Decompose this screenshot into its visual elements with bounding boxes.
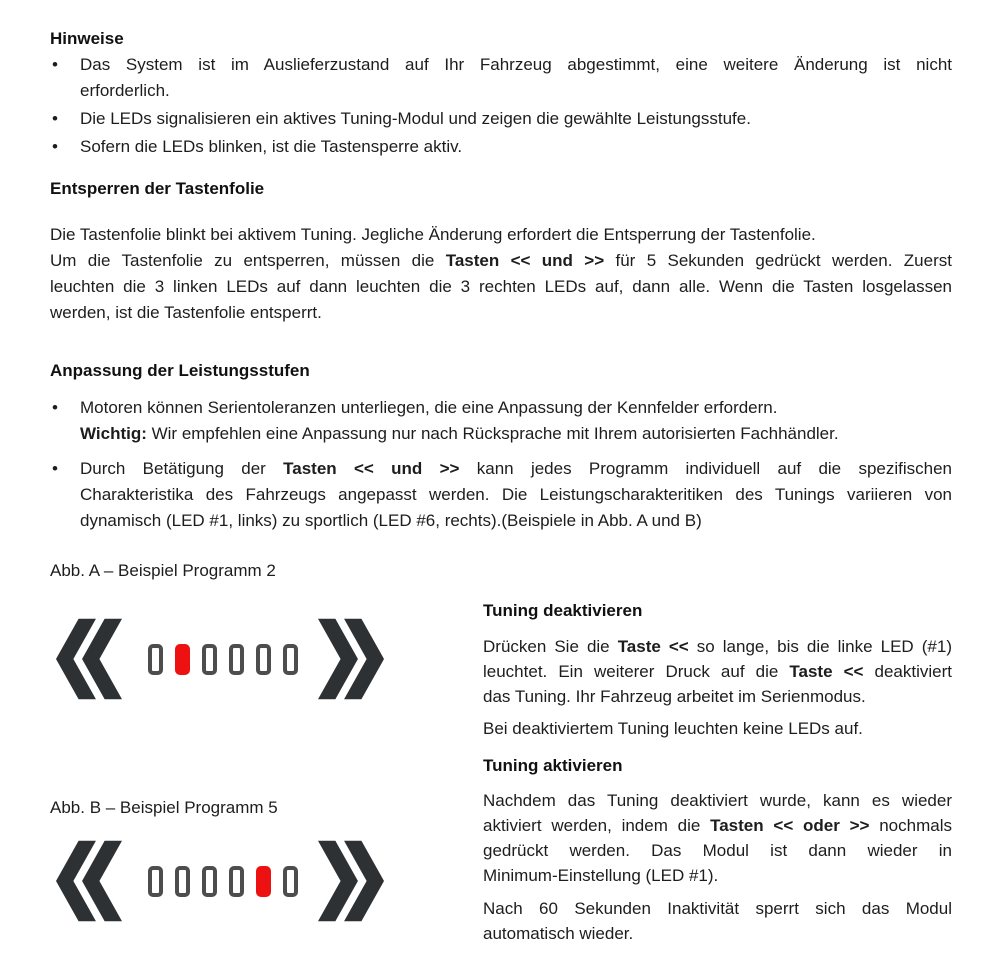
text-run: erforderlich. bbox=[80, 81, 170, 100]
anpassung-heading: Anpassung der Leistungsstufen bbox=[50, 361, 310, 380]
double-chevron-left-icon bbox=[56, 617, 122, 701]
bold-text-run: Wichtig: bbox=[80, 424, 147, 443]
text-run: Charakteristika des Fahrzeugs angepasst werden. Die Leistungscharakteritiken des Tunings variieren von bbox=[80, 485, 952, 504]
text-run: deaktiviert bbox=[863, 662, 952, 681]
bullet-text bbox=[80, 456, 952, 534]
list-item bbox=[50, 52, 952, 104]
text-line bbox=[50, 300, 952, 326]
bold-text-run: Tasten << und >> bbox=[445, 251, 605, 270]
text-line bbox=[50, 248, 952, 274]
auto-sperre-paragraph bbox=[483, 896, 952, 946]
instructions-column bbox=[483, 558, 952, 946]
text-line bbox=[80, 52, 952, 78]
led-indicator bbox=[148, 866, 163, 897]
bullet-text bbox=[80, 106, 952, 132]
list-item bbox=[50, 456, 952, 534]
text-run: Nach 60 Sekunden Inaktivität sperrt sich das Modul bbox=[483, 899, 952, 918]
led-indicator bbox=[148, 644, 163, 675]
bullet-icon: • bbox=[52, 109, 58, 128]
tuning-deaktivieren-note bbox=[483, 716, 952, 741]
text-line bbox=[483, 716, 952, 741]
double-chevron-right-icon bbox=[318, 617, 384, 701]
text-line bbox=[80, 395, 952, 421]
list-item bbox=[50, 106, 952, 132]
figure-b-led-display bbox=[56, 839, 483, 923]
figure-a-led-display bbox=[56, 617, 483, 701]
text-run: Bei deaktiviertem Tuning leuchten keine LEDs auf. bbox=[483, 719, 863, 738]
led-indicator bbox=[175, 866, 190, 897]
led-indicator bbox=[202, 866, 217, 897]
tuning-deaktivieren-heading: Tuning deaktivieren bbox=[483, 601, 643, 620]
bold-text-run: Taste << bbox=[789, 662, 864, 681]
led-indicator-active bbox=[256, 866, 271, 897]
figures-column bbox=[50, 558, 483, 946]
entsperren-paragraph bbox=[50, 222, 952, 326]
text-run: Die LEDs signalisieren ein aktives Tuning-Modul und zeigen die gewählte Leistungsstufe. bbox=[80, 109, 751, 128]
bullet-text bbox=[80, 134, 952, 160]
bullet-icon: • bbox=[52, 55, 58, 74]
text-run: dynamisch (LED #1, links) zu sportlich (LED #6, rechts).(Beispiele in Abb. A und B) bbox=[80, 511, 702, 530]
text-run: Wir empfehlen eine Anpassung nur nach Rücksprache mit Ihrem autorisierten Fachhändler. bbox=[146, 424, 839, 443]
text-run: werden, ist die Tastenfolie entsperrt. bbox=[50, 303, 322, 322]
text-run: Um die Tastenfolie zu entsperren, müssen die bbox=[50, 251, 446, 270]
figure-b-label: Abb. B – Beispiel Programm 5 bbox=[50, 798, 278, 817]
text-line bbox=[80, 78, 952, 104]
list-item bbox=[50, 395, 952, 447]
text-line bbox=[50, 274, 952, 300]
text-line bbox=[483, 659, 952, 684]
text-run: so lange, bis die linke LED (#1) bbox=[688, 637, 952, 656]
text-line bbox=[483, 921, 952, 946]
text-run: Motoren können Serientoleranzen unterliegen, die eine Anpassung der Kennfelder erfordern. bbox=[80, 398, 778, 417]
bullet-text bbox=[80, 52, 952, 104]
text-run: Drücken Sie die bbox=[483, 637, 618, 656]
text-run: leuchten die 3 linken LEDs auf dann leuchten die 3 rechten LEDs auf, dann alle. Wenn die Tasten losgelassen bbox=[50, 277, 952, 296]
text-line bbox=[80, 508, 952, 534]
bullet-icon: • bbox=[52, 398, 58, 417]
anpassung-bullet-list bbox=[50, 395, 952, 534]
figures-and-instructions bbox=[50, 558, 952, 946]
tuning-deaktivieren-paragraph bbox=[483, 634, 952, 709]
text-line bbox=[483, 634, 952, 659]
text-line bbox=[50, 222, 952, 248]
text-run: Durch Betätigung der bbox=[80, 459, 284, 478]
text-line bbox=[483, 813, 952, 838]
text-run: gedrückt werden. Das Modul ist dann wieder in bbox=[483, 841, 952, 860]
text-line bbox=[483, 838, 952, 863]
text-line bbox=[80, 456, 952, 482]
text-run: Minimum-Einstellung (LED #1). bbox=[483, 866, 719, 885]
text-run: kann jedes Programm individuell auf die spezifischen bbox=[459, 459, 952, 478]
double-chevron-right-icon bbox=[318, 839, 384, 923]
text-run: Die Tastenfolie blinkt bei aktivem Tuning. Jegliche Änderung erfordert die Entsperrung der Tastenfolie. bbox=[50, 225, 816, 244]
text-line bbox=[483, 863, 952, 888]
bold-text-run: Taste << bbox=[617, 637, 689, 656]
text-line bbox=[80, 482, 952, 508]
text-line bbox=[483, 896, 952, 921]
tuning-aktivieren-heading: Tuning aktivieren bbox=[483, 756, 623, 775]
figure-a-label: Abb. A – Beispiel Programm 2 bbox=[50, 561, 276, 580]
hinweise-bullet-list bbox=[50, 52, 952, 160]
text-run: leuchtet. Ein weiterer Druck auf die bbox=[483, 662, 790, 681]
text-run: automatisch wieder. bbox=[483, 924, 634, 943]
entsperren-heading: Entsperren der Tastenfolie bbox=[50, 179, 265, 198]
text-run: aktiviert werden, indem die bbox=[483, 816, 711, 835]
text-line bbox=[80, 106, 952, 132]
double-chevron-left-icon bbox=[56, 839, 122, 923]
bullet-text bbox=[80, 395, 952, 447]
led-indicator bbox=[229, 866, 244, 897]
bold-text-run: Tasten << oder >> bbox=[710, 816, 870, 835]
led-row bbox=[148, 866, 298, 897]
text-run: nochmals bbox=[869, 816, 952, 835]
led-indicator bbox=[229, 644, 244, 675]
text-run: für 5 Sekunden gedrückt werden. Zuerst bbox=[604, 251, 952, 270]
tuning-aktivieren-paragraph bbox=[483, 788, 952, 888]
bullet-icon: • bbox=[52, 459, 58, 478]
text-line bbox=[483, 788, 952, 813]
bullet-icon: • bbox=[52, 137, 58, 156]
led-indicator bbox=[202, 644, 217, 675]
text-run: Sofern die LEDs blinken, ist die Tastensperre aktiv. bbox=[80, 137, 463, 156]
text-line bbox=[80, 134, 952, 160]
text-run: Nachdem das Tuning deaktiviert wurde, kann es wieder bbox=[483, 791, 952, 810]
led-row bbox=[148, 644, 298, 675]
led-indicator bbox=[256, 644, 271, 675]
hinweise-heading: Hinweise bbox=[50, 29, 124, 48]
led-indicator bbox=[283, 644, 298, 675]
led-indicator bbox=[283, 866, 298, 897]
text-line bbox=[483, 684, 952, 709]
text-line bbox=[80, 421, 952, 447]
bold-text-run: Tasten << und >> bbox=[283, 459, 460, 478]
text-run: das Tuning. Ihr Fahrzeug arbeitet im Serienmodus. bbox=[483, 687, 866, 706]
text-run: Das System ist im Auslieferzustand auf Ihr Fahrzeug abgestimmt, eine weitere Änderung ist nicht bbox=[80, 55, 952, 74]
list-item bbox=[50, 134, 952, 160]
led-indicator-active bbox=[175, 644, 190, 675]
